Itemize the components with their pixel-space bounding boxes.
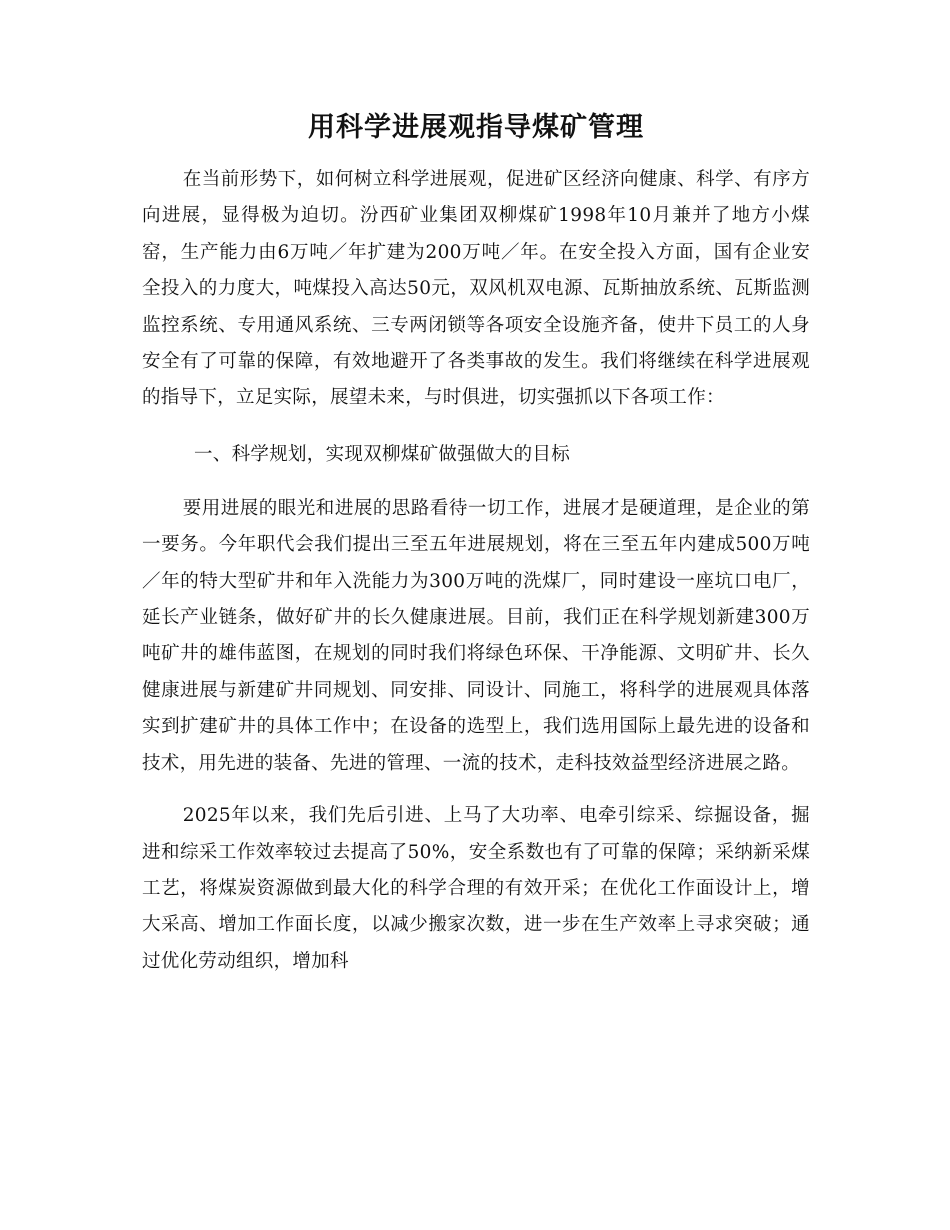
spacer xyxy=(142,473,810,491)
paragraph-equipment: 2025年以来，我们先后引进、上马了大功率、电牵引综采、综掘设备，掘进和综采工作效率较过去提高了50%，安全系数也有了可靠的保障；采纳新采煤工艺，将煤炭资源做到最大化的科学合理的有效开采；在优化工作面设计上，增大采高、增加工作面长度，以减少搬家次数，进一步在生产效率上寻求突破；通过优化劳动组织，增加科 xyxy=(142,805,810,972)
paragraph-intro: 在当前形势下，如何树立科学进展观，促进矿区经济向健康、科学、有序方向进展，显得极为迫切。汾西矿业集团双柳煤矿1998年10月兼并了地方小煤窑，生产能力由6万吨／年扩建为200万吨／年。在安全投入方面，国有企业安全投入的力度大，吨煤投入高达50元，双风机双电源、瓦斯抽放系统、瓦斯监测监控系统、专用通风系统、三专两闭锁等各项安全设施齐备，使井下员工的人身安全有了可靠的保障，有效地避开了各类事故的发生。我们将继续在科学进展观的指导下，立足实际，展望未来，与时俱进，切实强抓以下各项工作： xyxy=(142,169,810,409)
paragraph-planning: 要用进展的眼光和进展的思路看待一切工作，进展才是硬道理，是企业的第一要务。今年职代会我们提出三至五年进展规划，将在三至五年内建成500万吨／年的特大型矿井和年入洗能力为300万吨的洗煤厂，同时建设一座坑口电厂，延长产业链条，做好矿井的长久健康进展。目前，我们正在科学规划新建300万吨矿井的雄伟蓝图，在规划的同时我们将绿色环保、干净能源、文明矿井、长久健康进展与新建矿井同规划、同安排、同设计、同施工，将科学的进展观具体落实到扩建矿井的具体工作中；在设备的选型上，我们选用国际上最先进的设备和技术，用先进的装备、先进的管理、一流的技术，走科技效益型经济进展之路。 xyxy=(142,497,810,774)
document-page xyxy=(142,108,810,980)
section-heading: 一、科学规划，实现双柳煤矿做强做大的目标 xyxy=(194,443,571,465)
document-title: 用科学进展观指导煤矿管理 xyxy=(308,112,644,143)
spacer xyxy=(142,782,810,798)
spacer xyxy=(142,417,810,437)
